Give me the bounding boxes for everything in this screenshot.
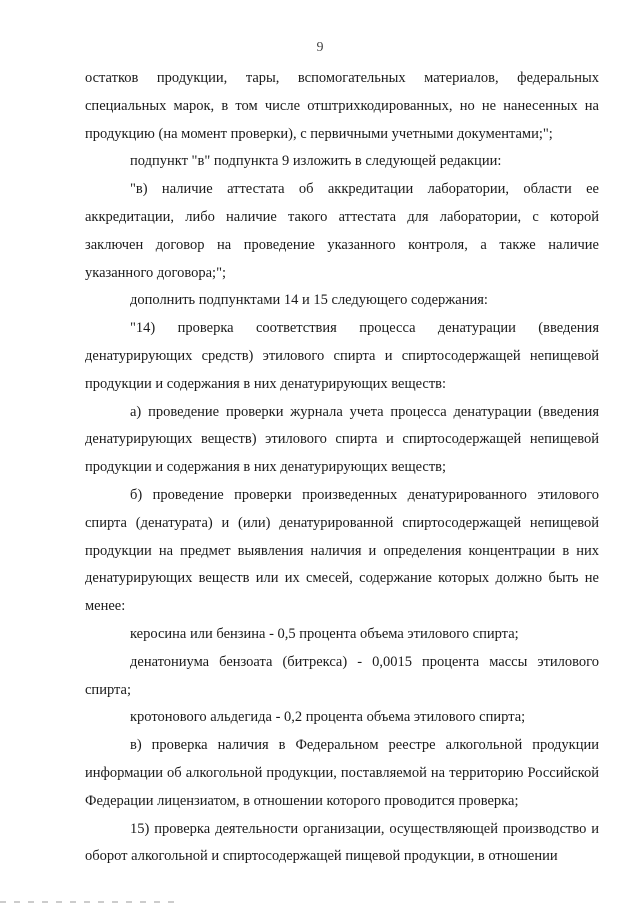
page-number: 9 [316,40,324,55]
paragraph-5: "14) проверка соответствия процесса денатурации (введения денатурирующих средств) этилового спирта и спиртосодержащей непищевой продукции и содержания в них денатурирующих веществ: [85,320,599,392]
paragraph-6: а) проведение проверки журнала учета процесса денатурации (введения денатурирующих веществ) этилового спирта и спиртосодержащей непищевой продукции и содержания в них денатурирующих веществ; [85,403,599,476]
paragraph-10: кротонового альдегида - 0,2 процента объема этилового спирта; [130,709,526,726]
paragraph-4: дополнить подпунктами 14 и 15 следующего содержания: [130,292,488,309]
paragraph-12: 15) проверка деятельности организации, осуществляющей производство и оборот алкогольной и спиртосодержащей пищевой продукции, в отношении [85,820,599,865]
paragraph-7: б) проведение проверки произведенных денатурированного этилового спирта (денатурата) и (или) денатурированной спиртосодержащей непищевой продукции на предмет выявления наличия и определения концентрации в них денатурирующих веществ или их смесей, содержание которых должно быть не менее: [85,486,599,615]
scan-artifact [0,901,180,903]
paragraph-3: "в) наличие аттестата об аккредитации лаборатории, области ее аккредитации, либо наличие такого аттестата для лаборатории, с которой заключен договор на проведение указанного контроля, а также наличие указанного договора;"; [85,181,599,281]
document-body [85,65,599,871]
paragraph-9: денатониума бензоата (битрекса) - 0,0015 процента массы этилового спирта; [85,653,599,698]
paragraph-1: остатков продукции, тары, вспомогательных материалов, федеральных специальных марок, в том числе отштрихкодированных, но не нанесенных на продукцию (на момент проверки), с первичными учетными документами;"; [85,70,599,142]
paragraph-11: в) проверка наличия в Федеральном реестре алкогольной продукции информации об алкогольной продукции, поставляемой на территорию Российской Федерации лицензиатом, в отношении которого проводится проверка; [85,737,599,809]
paragraph-8: керосина или бензина - 0,5 процента объема этилового спирта; [130,625,519,642]
paragraph-2: подпункт "в" подпункта 9 изложить в следующей редакции: [130,153,502,170]
